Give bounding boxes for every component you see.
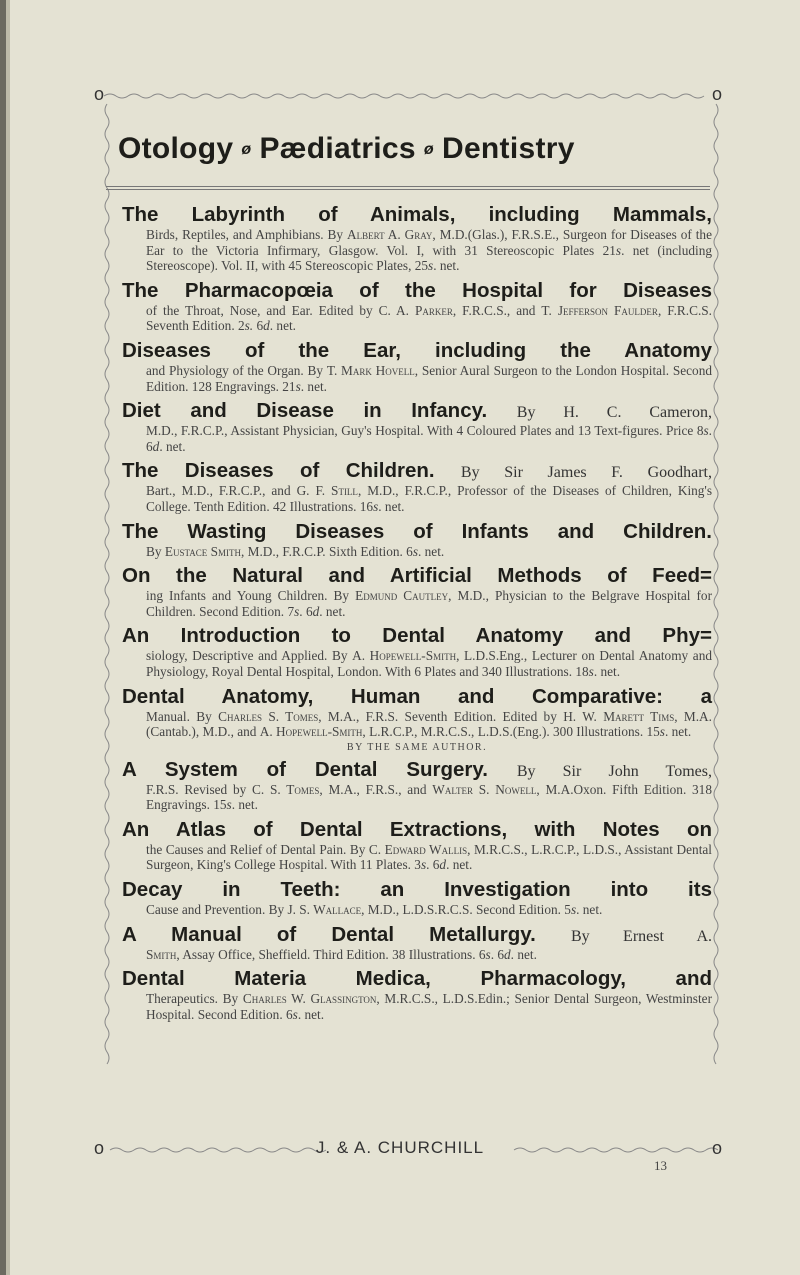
book-list xyxy=(122,202,712,1026)
description-text: . 6 xyxy=(146,423,712,454)
description-text: . 6 xyxy=(490,946,505,962)
description-text: , Assay Office, Sheffield. Third Edition. 38 Illustrations. 6 xyxy=(176,946,486,962)
description-text: . net. xyxy=(446,857,473,873)
description-text: d xyxy=(312,603,320,619)
author-name: C. S. Tomes xyxy=(252,781,320,797)
description-text: , F.R.C.S. Seventh Edition. 2 xyxy=(146,302,713,334)
book-title xyxy=(122,278,712,303)
description-text: , M.R.C.S., L.R.C.P., L.D.S., Assistant Dental Surgeon, King's College Hospital. With 11 Plates. 3 xyxy=(146,841,712,873)
book-title-text: Dental Materia Medica, Pharmacology, and xyxy=(122,967,712,991)
book-entry xyxy=(122,684,712,753)
book-description xyxy=(146,544,712,560)
description-text: , M.D., F.R.C.P. Sixth Edition. 6 xyxy=(240,543,413,559)
leaf-ornament-icon: ø xyxy=(241,141,252,159)
book-description xyxy=(146,588,712,619)
description-text: and Physiology of the Organ. By xyxy=(146,362,327,378)
book-title xyxy=(122,458,712,483)
description-text: s xyxy=(588,663,594,679)
description-text: d xyxy=(504,946,511,962)
book-title xyxy=(122,623,712,648)
description-text: . net. xyxy=(664,724,692,740)
border-right xyxy=(714,104,718,1064)
book-author-lead: By H. C. Cameron, xyxy=(516,404,712,422)
title-dentistry: Dentistry xyxy=(441,132,575,165)
description-text: s xyxy=(373,498,379,514)
description-text: s xyxy=(485,946,491,962)
book-title-text: Dental Anatomy, Human and Comparative: a xyxy=(122,684,712,708)
book-entry xyxy=(122,563,712,619)
description-text: Birds, Reptiles, and Amphibians. By xyxy=(146,227,348,242)
description-text: . net. xyxy=(159,438,186,454)
book-entry xyxy=(122,519,712,560)
description-text: , M.A., F.R.S., and xyxy=(319,781,433,797)
book-entry xyxy=(122,338,712,394)
description-text: , M.A., F.R.S. Seventh Edition. Edited by xyxy=(318,708,564,724)
book-title xyxy=(122,519,712,544)
description-text: Therapeutics. By xyxy=(146,991,243,1007)
book-description xyxy=(146,423,712,454)
description-text: , M.D.(Glas.), F.R.S.E., Surgeon for Diseases of the Ear to the Victoria Infirmary, Glasgow. Vol. I, with 31 Stereoscopic Plates 21 xyxy=(146,227,712,258)
book-author-lead: By Sir James F. Goodhart, xyxy=(460,464,712,482)
book-title-text: An Atlas of Dental Extractions, with Notes on xyxy=(122,817,712,841)
description-text: s xyxy=(703,423,709,439)
page-number: 13 xyxy=(654,1158,667,1173)
description-text: By xyxy=(146,543,165,559)
book-author-lead: By Ernest A. xyxy=(570,927,713,945)
description-text: . net. xyxy=(593,663,621,679)
book-entry xyxy=(122,623,712,679)
description-text: of the Throat, Nose, and Ear. Edited by xyxy=(146,302,379,318)
book-description xyxy=(146,483,712,514)
book-title-text: On the Natural and Artificial Methods of Feed= xyxy=(122,564,712,588)
book-entry xyxy=(122,458,712,514)
border-left xyxy=(105,104,109,1064)
book-description xyxy=(146,709,712,740)
book-entry xyxy=(122,202,712,274)
description-text: . net. xyxy=(378,498,405,514)
corner-ring-tr: o xyxy=(712,84,723,104)
book-title xyxy=(122,202,712,227)
section-note: BY THE SAME AUTHOR. xyxy=(346,741,488,753)
book-title xyxy=(122,922,712,947)
author-name: Eustace Smith xyxy=(164,543,241,559)
book-entry xyxy=(122,278,712,334)
author-name: Edmund Cautley xyxy=(355,588,449,604)
description-text: s xyxy=(295,378,301,394)
book-description xyxy=(146,648,712,679)
page-title xyxy=(118,132,718,166)
author-name: Walter S. Nowell xyxy=(432,781,537,797)
description-text: s xyxy=(412,543,418,559)
book-title-text: An Introduction to Dental Anatomy and Phy= xyxy=(122,624,712,648)
author-name: Albert A. Gray xyxy=(347,227,433,242)
author-name: J. S. Wallace xyxy=(287,902,362,918)
book-title-text: The Diseases of Children. xyxy=(122,459,435,483)
title-paediatrics: Pædiatrics xyxy=(259,132,416,165)
description-text: , L.R.C.P., M.R.C.S., L.D.S.(Eng.). 300 Illustrations. 15 xyxy=(362,724,660,740)
description-text: 6 xyxy=(256,318,264,334)
description-text: , M.R.C.S., L.D.S.Edin.; Senior Dental Surgeon, Westminster Hospital. Second Edition. 6 xyxy=(146,991,712,1022)
book-description xyxy=(146,947,712,963)
description-text: s xyxy=(570,902,577,918)
author-name: C. Edward Wallis xyxy=(368,841,468,857)
book-title xyxy=(122,563,712,588)
book-title-text: A Manual of Dental Metallurgy. xyxy=(122,922,536,946)
description-text: d xyxy=(152,438,160,454)
description-text: . net. xyxy=(319,603,346,619)
description-text: d xyxy=(439,857,447,873)
book-title xyxy=(122,684,712,709)
book-title-text: Diet and Disease in Infancy. xyxy=(122,399,488,423)
corner-ring-tl: o xyxy=(94,84,105,104)
description-text: , M.D., L.D.S.R.C.S. Second Edition. 5 xyxy=(361,902,571,918)
description-text: , Senior Aural Surgeon to the London Hospital. Second Edition. 128 Engravings. 21 xyxy=(146,362,713,394)
book-title-text: The Labyrinth of Animals, including Mammals, xyxy=(122,203,712,226)
leaf-ornament-icon: ø xyxy=(423,141,434,159)
book-title-text: The Pharmacopœia of the Hospital for Diseases xyxy=(122,278,712,302)
title-rule xyxy=(106,186,710,187)
description-text: . net. xyxy=(297,1006,325,1022)
description-text: . net (including Stereoscope). Vol. II, with 45 Stereoscopic Plates, 25 xyxy=(146,242,712,274)
description-text: M.D., F.R.C.P., Assistant Physician, Guy's Hospital. With 4 Coloured Plates and 13 Text-figures. Price 8 xyxy=(146,423,704,439)
author-name: Smith xyxy=(146,946,177,962)
author-name: G. F. Still xyxy=(296,483,358,499)
description-text: siology, Descriptive and Applied. By xyxy=(146,648,353,664)
description-text: . 6 xyxy=(426,857,440,873)
description-text: s xyxy=(428,258,434,274)
description-text: s xyxy=(615,242,622,258)
corner-ring-br: o xyxy=(712,1138,723,1158)
publisher-name: J. & A. CHURCHILL xyxy=(315,1138,485,1157)
book-entry xyxy=(122,922,712,963)
book-description xyxy=(146,991,712,1022)
description-text: , M.D., Physician to the Belgrave Hospital for Children. Second Edition. 7 xyxy=(146,588,712,619)
description-text: F.R.S. Revised by xyxy=(146,781,253,797)
book-entry xyxy=(122,757,712,813)
book-description xyxy=(146,227,712,274)
book-description xyxy=(146,303,712,334)
book-description xyxy=(146,782,712,813)
description-text: s xyxy=(294,603,300,619)
description-text: , M.D., F.R.C.P., Professor of the Diseases of Children, King's College. Tenth Edition. 42 Illustrations. 16 xyxy=(146,483,713,514)
book-title xyxy=(122,966,712,991)
book-title xyxy=(122,338,712,363)
book-title xyxy=(122,877,712,902)
book-title xyxy=(122,757,712,782)
description-text: s xyxy=(226,797,232,813)
description-text: Bart., M.D., F.R.C.P., and xyxy=(146,483,297,499)
book-description xyxy=(146,363,712,394)
book-title-text: The Wasting Diseases of Infants and Children. xyxy=(122,519,712,543)
corner-ring-bl: o xyxy=(94,1138,105,1158)
author-name: Charles S. Tomes xyxy=(218,708,319,724)
description-text: . 6 xyxy=(299,603,313,619)
book-entry xyxy=(122,877,712,918)
book-title-text: Decay in Teeth: an Investigation into its xyxy=(122,878,712,902)
book-entry xyxy=(122,398,712,454)
description-text: s xyxy=(659,724,665,740)
description-text: . net. xyxy=(433,258,460,274)
author-name: C. A. Parker xyxy=(378,302,453,318)
description-text: . net. xyxy=(231,797,258,813)
description-text: s xyxy=(420,857,427,873)
book-description xyxy=(146,902,712,918)
book-entry xyxy=(122,817,712,873)
book-description xyxy=(146,842,712,873)
description-text: Cause and Prevention. By xyxy=(146,902,288,918)
description-text: . net. xyxy=(418,543,445,559)
author-name: H. W. Marett Tims xyxy=(563,708,675,724)
description-text: , M.A.(Cantab.), M.D., and xyxy=(146,708,712,740)
book-title-text: A System of Dental Surgery. xyxy=(122,757,488,781)
book-title xyxy=(122,817,712,842)
description-text: ing Infants and Young Children. By xyxy=(146,588,356,604)
author-name: Charles W. Glassington xyxy=(242,991,377,1007)
description-text: . net. xyxy=(576,902,603,918)
book-title-text: Diseases of the Ear, including the Anatomy xyxy=(122,338,712,362)
book-entry xyxy=(122,966,712,1022)
description-text: . net. xyxy=(300,378,327,394)
description-text: . net. xyxy=(269,318,296,334)
author-name: T. Mark Hovell xyxy=(326,362,415,378)
author-name: A. Hopewell-Smith xyxy=(352,648,457,664)
description-text: s. xyxy=(244,318,257,334)
author-name: T. Jefferson Faulder xyxy=(541,302,658,318)
description-text: d xyxy=(263,318,270,334)
description-text: , L.D.S.Eng., Lecturer on Dental Anatomy and Physiology, Royal Dental Hospital, London. With 6 Plates and 340 Illustrations. 18 xyxy=(146,648,712,679)
border-top xyxy=(104,94,704,98)
description-text: the Causes and Relief of Dental Pain. By xyxy=(146,841,369,857)
book-author-lead: By Sir John Tomes, xyxy=(516,762,712,780)
book-title xyxy=(122,398,712,423)
title-otology: Otology xyxy=(118,132,234,165)
description-text: , F.R.C.S., and xyxy=(452,302,542,318)
description-text: s xyxy=(292,1006,298,1022)
description-text: Manual. By xyxy=(146,708,219,724)
description-text: . net. xyxy=(510,946,537,962)
author-name: A. Hopewell-Smith xyxy=(259,724,363,740)
title-rule xyxy=(106,189,710,190)
description-text: , M.A.Oxon. Fifth Edition. 318 Engravings. 15 xyxy=(146,781,712,813)
